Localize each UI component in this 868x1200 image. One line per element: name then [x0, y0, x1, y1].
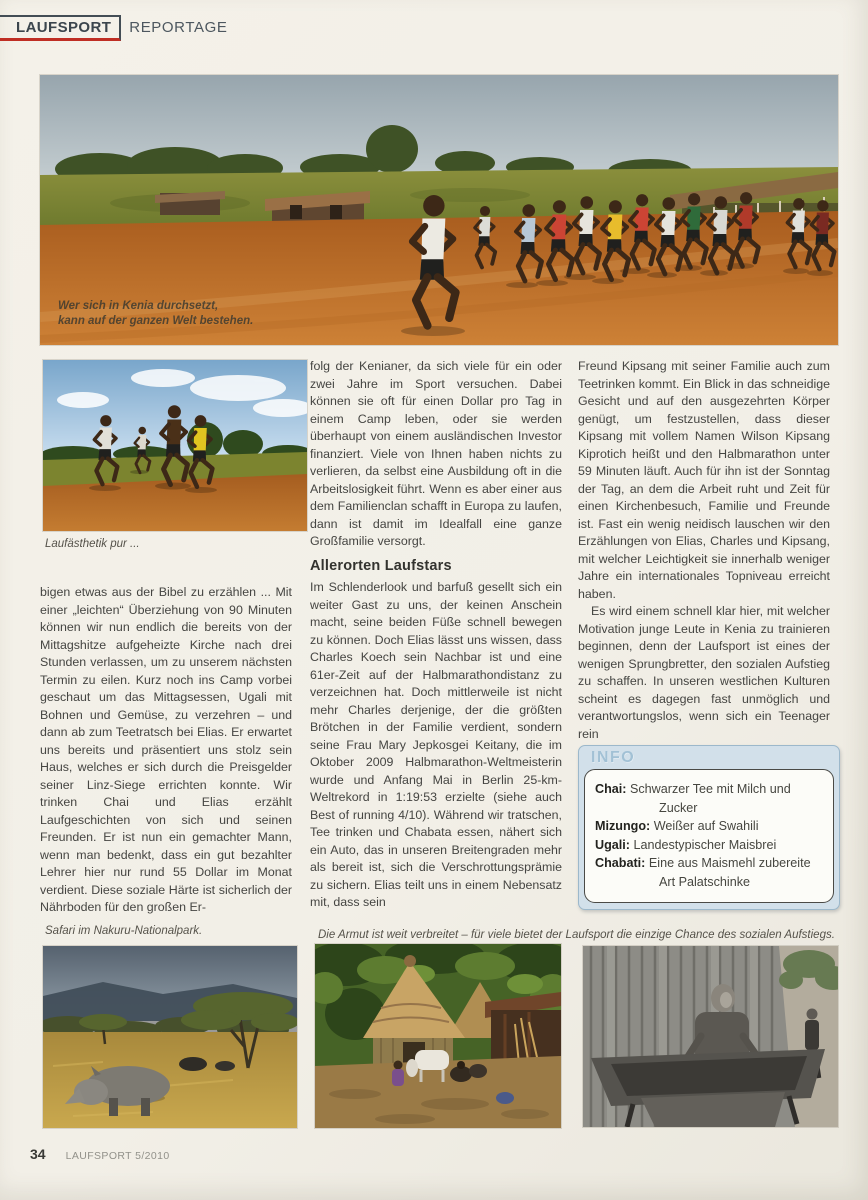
- info-term: Mizungo:: [595, 819, 651, 833]
- info-box-body: [584, 769, 834, 903]
- small-runners-photo: [43, 360, 307, 531]
- col2-paragraph-2: Im Schlenderlook und barfuß gesellt sich ein weiter Gast zu uns, der keinen Anschein macht, seine beiden Füße schnell bewegen zu können. Doch Elias lässt uns wissen, dass Charles Koech sein Nachbar ist und eine 61er-Zeit auf der Halbmarathondistanz zu verzeichnen hat. Doch mittlerweile ist nicht mehr Charles derjenige, der die größten Brötchen in der Familie verdient, sondern seine Frau Mary Jepkosgei Keitany, die im Oktober 2009 Halbmarathon-Weltmeisterin wurde und Anfang Mai in Berlin 25-km-Weltrekord in 1:19:53 erzielte (siehe auch Best of running 4/10). Während wir tratschen, Tee trinken und Chabata essen, nähert sich ein Auto, das in unseren Breitengraden mehr als bereit ist, sich die Verschrottungsprämie zu sichern. Elias teilt uns in einem Nebensatz mit, dass sein: [310, 580, 562, 909]
- col2-subheading: Allerorten Laufstars: [310, 557, 452, 574]
- info-term: Chai:: [595, 782, 627, 796]
- info-term: Ugali:: [595, 837, 630, 852]
- info-item-mizungo: [595, 817, 823, 836]
- info-item-ugali: [595, 836, 823, 855]
- col3-paragraph-2: Es wird einem schnell klar hier, mit welcher Motivation junge Leute in Kenia zu trainieren beginnen, denn der Laufsport ist eines der wenigen Sprungbretter, den sozialen Aufstieg zu schaffen. In unseren westlichen Kulturen scheint es dagegen fast unmöglich und verantwortungslos, wenn sich ein Teenager rein: [578, 604, 830, 741]
- info-term: Chabati:: [595, 856, 646, 870]
- small-photo-caption: Laufästhetik pur ...: [45, 538, 140, 550]
- village-photo: [315, 944, 561, 1128]
- hero-photo: [40, 75, 838, 345]
- hero-caption-line2: kann auf der ganzen Welt bestehen.: [58, 315, 254, 327]
- magazine-brand: LAUFSPORT: [0, 15, 121, 41]
- info-item-chai: [595, 780, 823, 817]
- info-item-chabati: [595, 854, 823, 891]
- wheelbarrow-photo: [583, 946, 838, 1127]
- section-label: REPORTAGE: [129, 19, 228, 36]
- info-definition: Weißer auf Swahili: [653, 819, 759, 833]
- col2-paragraph-1: folg der Kenianer, da sich viele für ein oder zwei Jahre im Sport versuchen. Dabei können sie oft für einen Dollar pro Tag in einem Camp leben, oder sie werden überhaupt von einem ausländischen Investor finanziert. Viele von Ihnen haben nichts zu verlieren, da selbst eine Ausbildung oft in die Arbeitslosigkeit führt. Wenn es aber einer aus dem Familienclan schafft in Europa zu laufen, dann ist damit im Idealfall eine ganze Großfamilie versorgt.: [310, 359, 562, 548]
- hero-caption-line1: Wer sich in Kenia durchsetzt,: [58, 300, 219, 312]
- body-column-3: [578, 358, 830, 743]
- info-box-title: INFO: [591, 749, 636, 766]
- info-definition: Eine aus Maismehl zubereite Art Palatschinke: [648, 856, 811, 889]
- hero-caption: [58, 299, 253, 329]
- col1-paragraph: bigen etwas aus der Bibel zu erzählen ... Mit einer „leichten“ Überziehung von 90 Minuten können wir nun endlich die bereits von der Mittagshitze aufgeheizte Kirche nach drei Stunden verlassen, um zu unserem nächsten Termin zu eilen. Kurz noch ins Camp vorbei geschaut um das Mittagsessen, Ugali mit Bohnen und Gemüse, zu verzehren – und dann ab zum Teetratsch bei Elias. Er erwartet uns bereits und präsentiert uns stolz sein Haus, welches er sich durch die Preisgelder seiner Linz-Siege errichten konnte. Wir trinken Chai und Elias erzählt Laufgeschichten von sich und seinen Freunden. Er ist nun ein gemachter Mann, wenn man bedenkt, dass ein gut bezahlter Lehrer hier nur rund 55 Dollar im Monat verdient. Diese soziale Härte ist sicherlich der Nährboden für den großen Er-: [40, 585, 292, 914]
- wheelbarrow-illustration: [583, 946, 838, 1127]
- page-header: [0, 15, 227, 41]
- info-definition: Schwarzer Tee mit Milch und Zucker: [629, 782, 791, 815]
- page-footer: [30, 1146, 170, 1162]
- info-definition: Landestypischer Maisbrei: [633, 837, 777, 852]
- safari-photo-caption: Safari im Nakuru-Nationalpark.: [45, 925, 203, 937]
- body-column-1: [40, 584, 292, 917]
- safari-photo: [43, 946, 297, 1128]
- body-column-2: [310, 358, 562, 912]
- small-runners-illustration: [43, 360, 307, 531]
- safari-illustration: [43, 946, 297, 1128]
- village-illustration: [315, 944, 561, 1128]
- poverty-photo-caption: Die Armut ist weit verbreitet – für viele bietet der Laufsport die einzige Chance des sozialen Aufstiegs.: [318, 929, 835, 941]
- page-number: 34: [30, 1146, 46, 1162]
- info-box: [578, 745, 840, 910]
- issue-label: LAUFSPORT 5/2010: [65, 1150, 170, 1162]
- col3-paragraph-1: Freund Kipsang mit seiner Familie auch zum Teetrinken kommt. Ein Blick in das schneidige Gesicht und auf den ausgezehrten Körper genügt, um festzustellen, dass dieser Kipsang mit vollem Namen Wilson Kipsang Kiprotich heißt und den Halbmarathon unter 59 Minuten läuft. Auch für ihn ist der Sonntag der Tag, an dem die Arbeit ruht und Zeit für einen Kirchenbesuch, Familie und Freunde ist. Fast ein wenig neidisch lauschen wir den Erzählungen von Elias, Charles und Kipsang, mit welcher Leichtigkeit sie innerhalb weniger Jahre ein internationales Topniveau erreicht haben.: [578, 359, 830, 601]
